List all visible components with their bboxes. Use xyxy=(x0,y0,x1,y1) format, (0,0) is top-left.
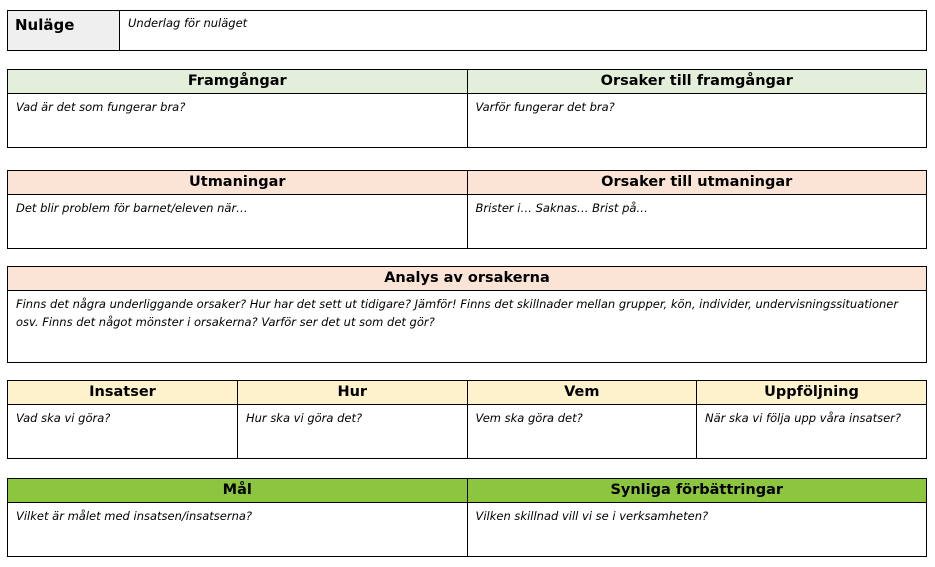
goals-section xyxy=(7,478,927,557)
successes-input-area[interactable]: Vad är det som fungerar bra? xyxy=(8,94,467,148)
challenges-section xyxy=(7,170,927,249)
analysis-section xyxy=(7,266,927,363)
status-label: Nuläge xyxy=(8,11,120,50)
status-section xyxy=(7,10,927,51)
status-input-area[interactable]: Underlag för nuläget xyxy=(120,11,927,50)
goal-heading: Mål xyxy=(8,479,467,503)
how-heading: Hur xyxy=(238,381,468,405)
followup-input-area[interactable]: När ska vi följa upp våra insatser? xyxy=(697,405,927,459)
improvements-heading: Synliga förbättringar xyxy=(467,479,926,503)
challenges-input-area[interactable]: Det blir problem för barnet/eleven när… xyxy=(8,195,467,249)
analysis-input-area[interactable]: Finns det några underliggande orsaker? Hur har det sett ut tidigare? Jämför! Finns det skillnader mellan grupper, kön, individer, undervisningssituationer osv. Finns det något mönster i orsakerna? Varför ser det ut som det gör? xyxy=(8,291,926,363)
who-input-area[interactable]: Vem ska göra det? xyxy=(467,405,697,459)
followup-heading: Uppföljning xyxy=(697,381,927,405)
challenge-causes-input-area[interactable]: Brister i… Saknas… Brist på… xyxy=(467,195,926,249)
actions-section xyxy=(7,380,927,459)
success-causes-heading: Orsaker till framgångar xyxy=(467,70,926,94)
how-input-area[interactable]: Hur ska vi göra det? xyxy=(238,405,468,459)
success-causes-input-area[interactable]: Varför fungerar det bra? xyxy=(467,94,926,148)
who-heading: Vem xyxy=(467,381,697,405)
analysis-heading: Analys av orsakerna xyxy=(8,267,926,291)
successes-heading: Framgångar xyxy=(8,70,467,94)
goal-input-area[interactable]: Vilket är målet med insatsen/insatserna? xyxy=(8,503,467,557)
actions-heading: Insatser xyxy=(8,381,238,405)
successes-section xyxy=(7,69,927,148)
challenges-heading: Utmaningar xyxy=(8,171,467,195)
improvements-input-area[interactable]: Vilken skillnad vill vi se i verksamheten? xyxy=(467,503,926,557)
challenge-causes-heading: Orsaker till utmaningar xyxy=(467,171,926,195)
actions-input-area[interactable]: Vad ska vi göra? xyxy=(8,405,238,459)
